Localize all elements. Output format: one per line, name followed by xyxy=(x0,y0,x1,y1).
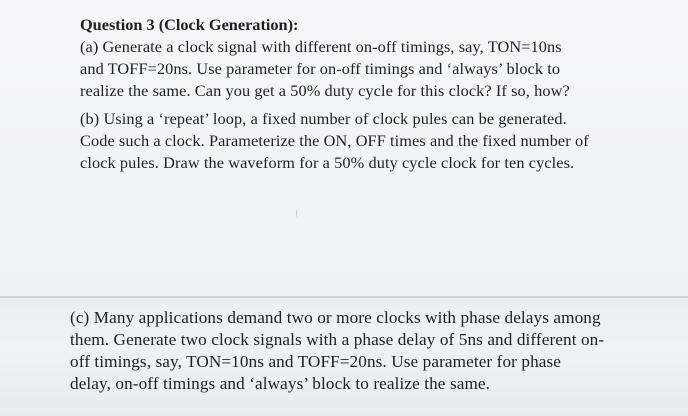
part-a-paragraph xyxy=(80,36,660,102)
part-c-line: delay, on-off timings and ‘always’ block to realize the same. xyxy=(70,374,491,393)
part-c-line: them. Generate two clock signals with a phase delay of 5ns and different on- xyxy=(70,330,605,349)
part-c-line: off timings, say, TON=10ns and TOFF=20ns. Use parameter for phase xyxy=(70,352,562,371)
part-a-line: (a) Generate a clock signal with different on-off timings, say, TON=10ns xyxy=(80,37,562,56)
question-heading xyxy=(80,14,298,36)
paper-mark xyxy=(296,208,303,218)
question-number: Question 3 xyxy=(80,15,155,34)
part-b-line: (b) Using a ‘repeat’ loop, a fixed number of clock pules can be generated. xyxy=(80,109,567,128)
part-a-line: and TOFF=20ns. Use parameter for on-off timings and ‘always’ block to xyxy=(80,59,561,78)
part-b-line: Code such a clock. Parameterize the ON, OFF times and the fixed number of xyxy=(80,131,589,150)
part-a-line: realize the same. Can you get a 50% duty cycle for this clock? If so, how? xyxy=(80,81,570,100)
part-c-line: (c) Many applications demand two or more clocks with phase delays among xyxy=(70,308,601,327)
question-title: (Clock Generation): xyxy=(154,15,299,34)
part-b-line: clock pules. Draw the waveform for a 50% duty cycle clock for ten cycles. xyxy=(80,153,575,172)
part-b-paragraph xyxy=(80,108,660,174)
part-c-paragraph xyxy=(70,307,650,395)
